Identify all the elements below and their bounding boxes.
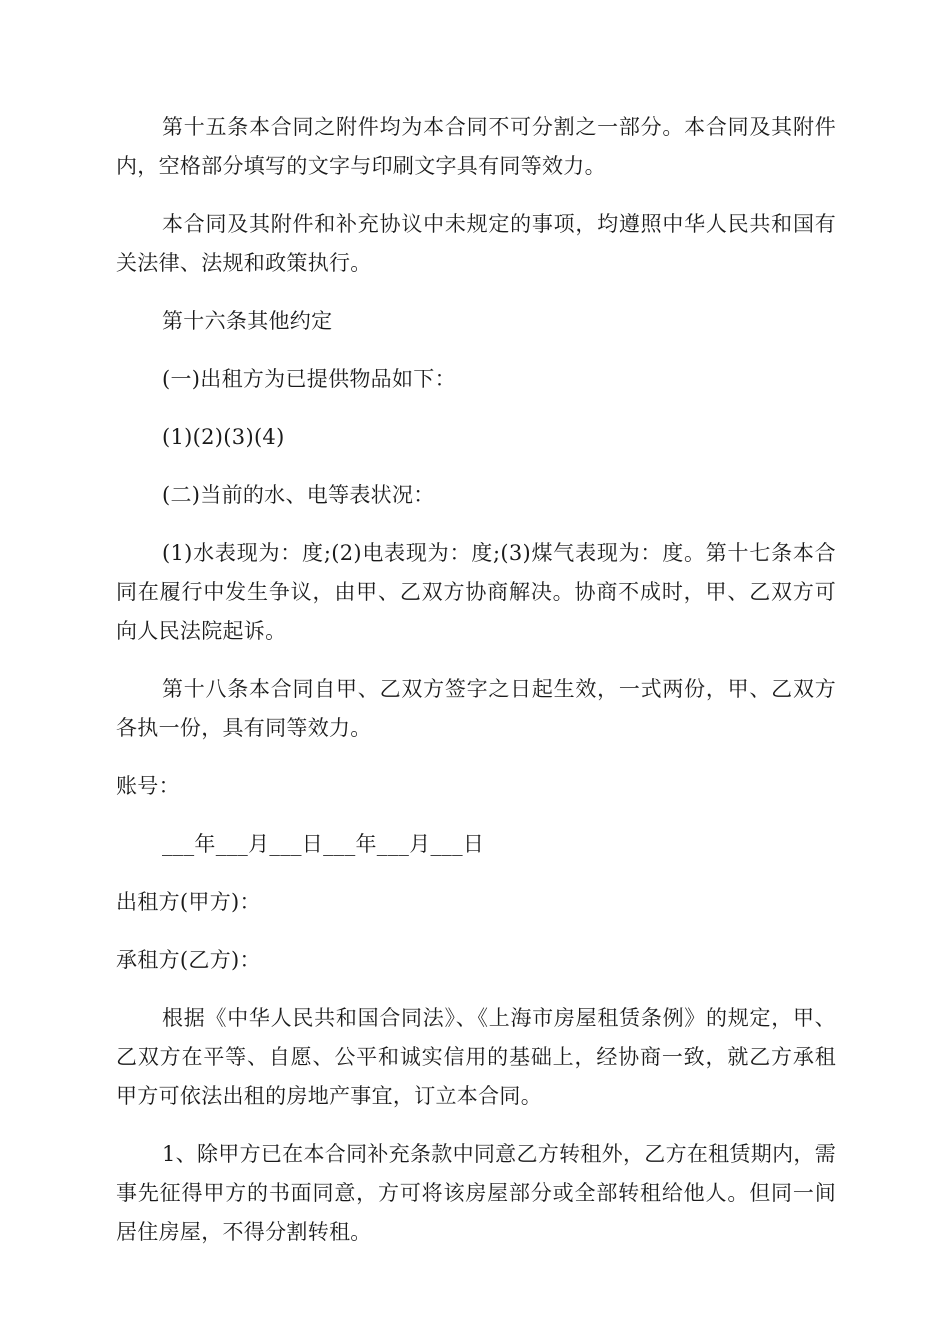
meter-readings-clause-17-paragraph: (1)水表现为：度;(2)电表现为：度;(3)煤气表现为：度。第十七条本合同在履行中发生争议，由甲、乙双方协商解决。协商不成时，甲、乙双方可向人民法院起诉。 xyxy=(116,541,836,643)
account-number-label: 账号： xyxy=(116,774,180,798)
meter-status-heading: (二)当前的水、电等表状况： xyxy=(162,483,435,507)
sublease-clause-paragraph: 1、除甲方已在本合同补充条款中同意乙方转租外，乙方在租赁期内，需事先征得甲方的书面同意，方可将该房屋部分或全部转租给他人。但同一间居住房屋，不得分割转租。 xyxy=(116,1142,836,1244)
date-lines: ___年___月___日___年___月___日 xyxy=(162,832,485,856)
legal-basis-paragraph: 根据《中华人民共和国合同法》、《上海市房屋租赁条例》的规定，甲、乙双方在平等、自愿、公平和诚实信用的基础上，经协商一致，就乙方承租甲方可依法出租的房地产事宜，订立本合同。 xyxy=(116,1006,836,1108)
items-list-paragraph: (1)(2)(3)(4) xyxy=(162,425,285,449)
lessor-label: 出租方(甲方)： xyxy=(116,890,261,914)
clause-15-paragraph: 第十五条本合同之附件均为本合同不可分割之一部分。本合同及其附件内，空格部分填写的文字与印刷文字具有同等效力。 xyxy=(116,115,836,178)
clause-18-paragraph: 第十八条本合同自甲、乙双方签字之日起生效，一式两份，甲、乙双方各执一份，具有同等效力。 xyxy=(116,677,836,740)
clause-16-heading: 第十六条其他约定 xyxy=(162,309,333,333)
document-page xyxy=(116,108,836,1271)
lessee-label: 承租方(乙方)： xyxy=(116,948,261,972)
supplementary-matters-paragraph: 本合同及其附件和补充协议中未规定的事项，均遵照中华人民共和国有关法律、法规和政策执行。 xyxy=(116,212,836,275)
provided-items-paragraph: (一)出租方为已提供物品如下： xyxy=(162,367,456,391)
